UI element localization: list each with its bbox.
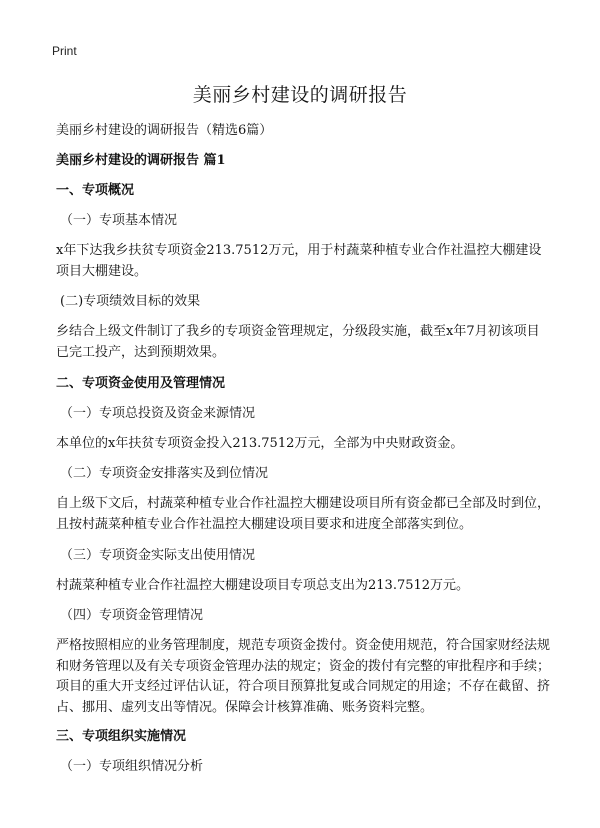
section-3-heading: 三、专项组织实施情况: [56, 729, 187, 744]
section-2-subheading-2: （二）专项资金安排落实及到位情况: [60, 466, 269, 481]
section-1-paragraph-1: x年下达我乡扶贫专项资金213.7512万元，用于村蔬菜种植专业合作社温控大棚建设项目大棚建设。: [56, 243, 542, 279]
document-subtitle: 美丽乡村建设的调研报告（精选6篇）: [56, 123, 273, 138]
section-2-subheading-4: （四）专项资金管理情况: [60, 608, 204, 623]
section-2-subheading-3: （三）专项资金实际支出使用情况: [60, 548, 256, 563]
section-1-subheading-1: （一）专项基本情况: [60, 213, 178, 228]
section-2-paragraph-3: 村蔬菜种植专业合作社温控大棚建设项目专项总支出为213.7512万元。: [56, 578, 470, 593]
section-1-paragraph-2: 乡结合上级文件制订了我乡的专项资金管理规定，分级段实施，截至x年7月初该项目已完工投产，达到预期效果。: [56, 324, 540, 360]
print-link[interactable]: Print: [52, 44, 77, 58]
section-3-subheading-1: （一）专项组织情况分析: [60, 759, 204, 774]
section-2-subheading-1: （一）专项总投资及资金来源情况: [60, 406, 256, 421]
part-heading: 美丽乡村建设的调研报告 篇1: [56, 153, 226, 168]
section-2-paragraph-2: 自上级下文后，村蔬菜种植专业合作社温控大棚建设项目所有资金都已全部及时到位，且按村蔬菜种植专业合作社温控大棚建设项目要求和进度全部落实到位。: [56, 496, 551, 532]
page-title: 美丽乡村建设的调研报告: [192, 84, 408, 106]
section-2-paragraph-4: 严格按照相应的业务管理制度，规范专项资金拨付。资金使用规范，符合国家财经法规和财务管理以及有关专项资金管理办法的规定；资金的拨付有完整的审批程序和手续；项目的重大开支经过评估认证，符合项目预算批复或合同规定的用途；不存在截留、挤占、挪用、虚列支出等情况。保障会计核算准确、账务资料完整。: [56, 638, 551, 715]
section-2-paragraph-1: 本单位的x年扶贫专项资金投入213.7512万元，全部为中央财政资金。: [56, 436, 464, 451]
section-1-subheading-2: (二)专项绩效目标的效果: [60, 294, 201, 309]
section-2-heading: 二、专项资金使用及管理情况: [56, 376, 226, 391]
section-1-heading: 一、专项概况: [56, 183, 135, 198]
